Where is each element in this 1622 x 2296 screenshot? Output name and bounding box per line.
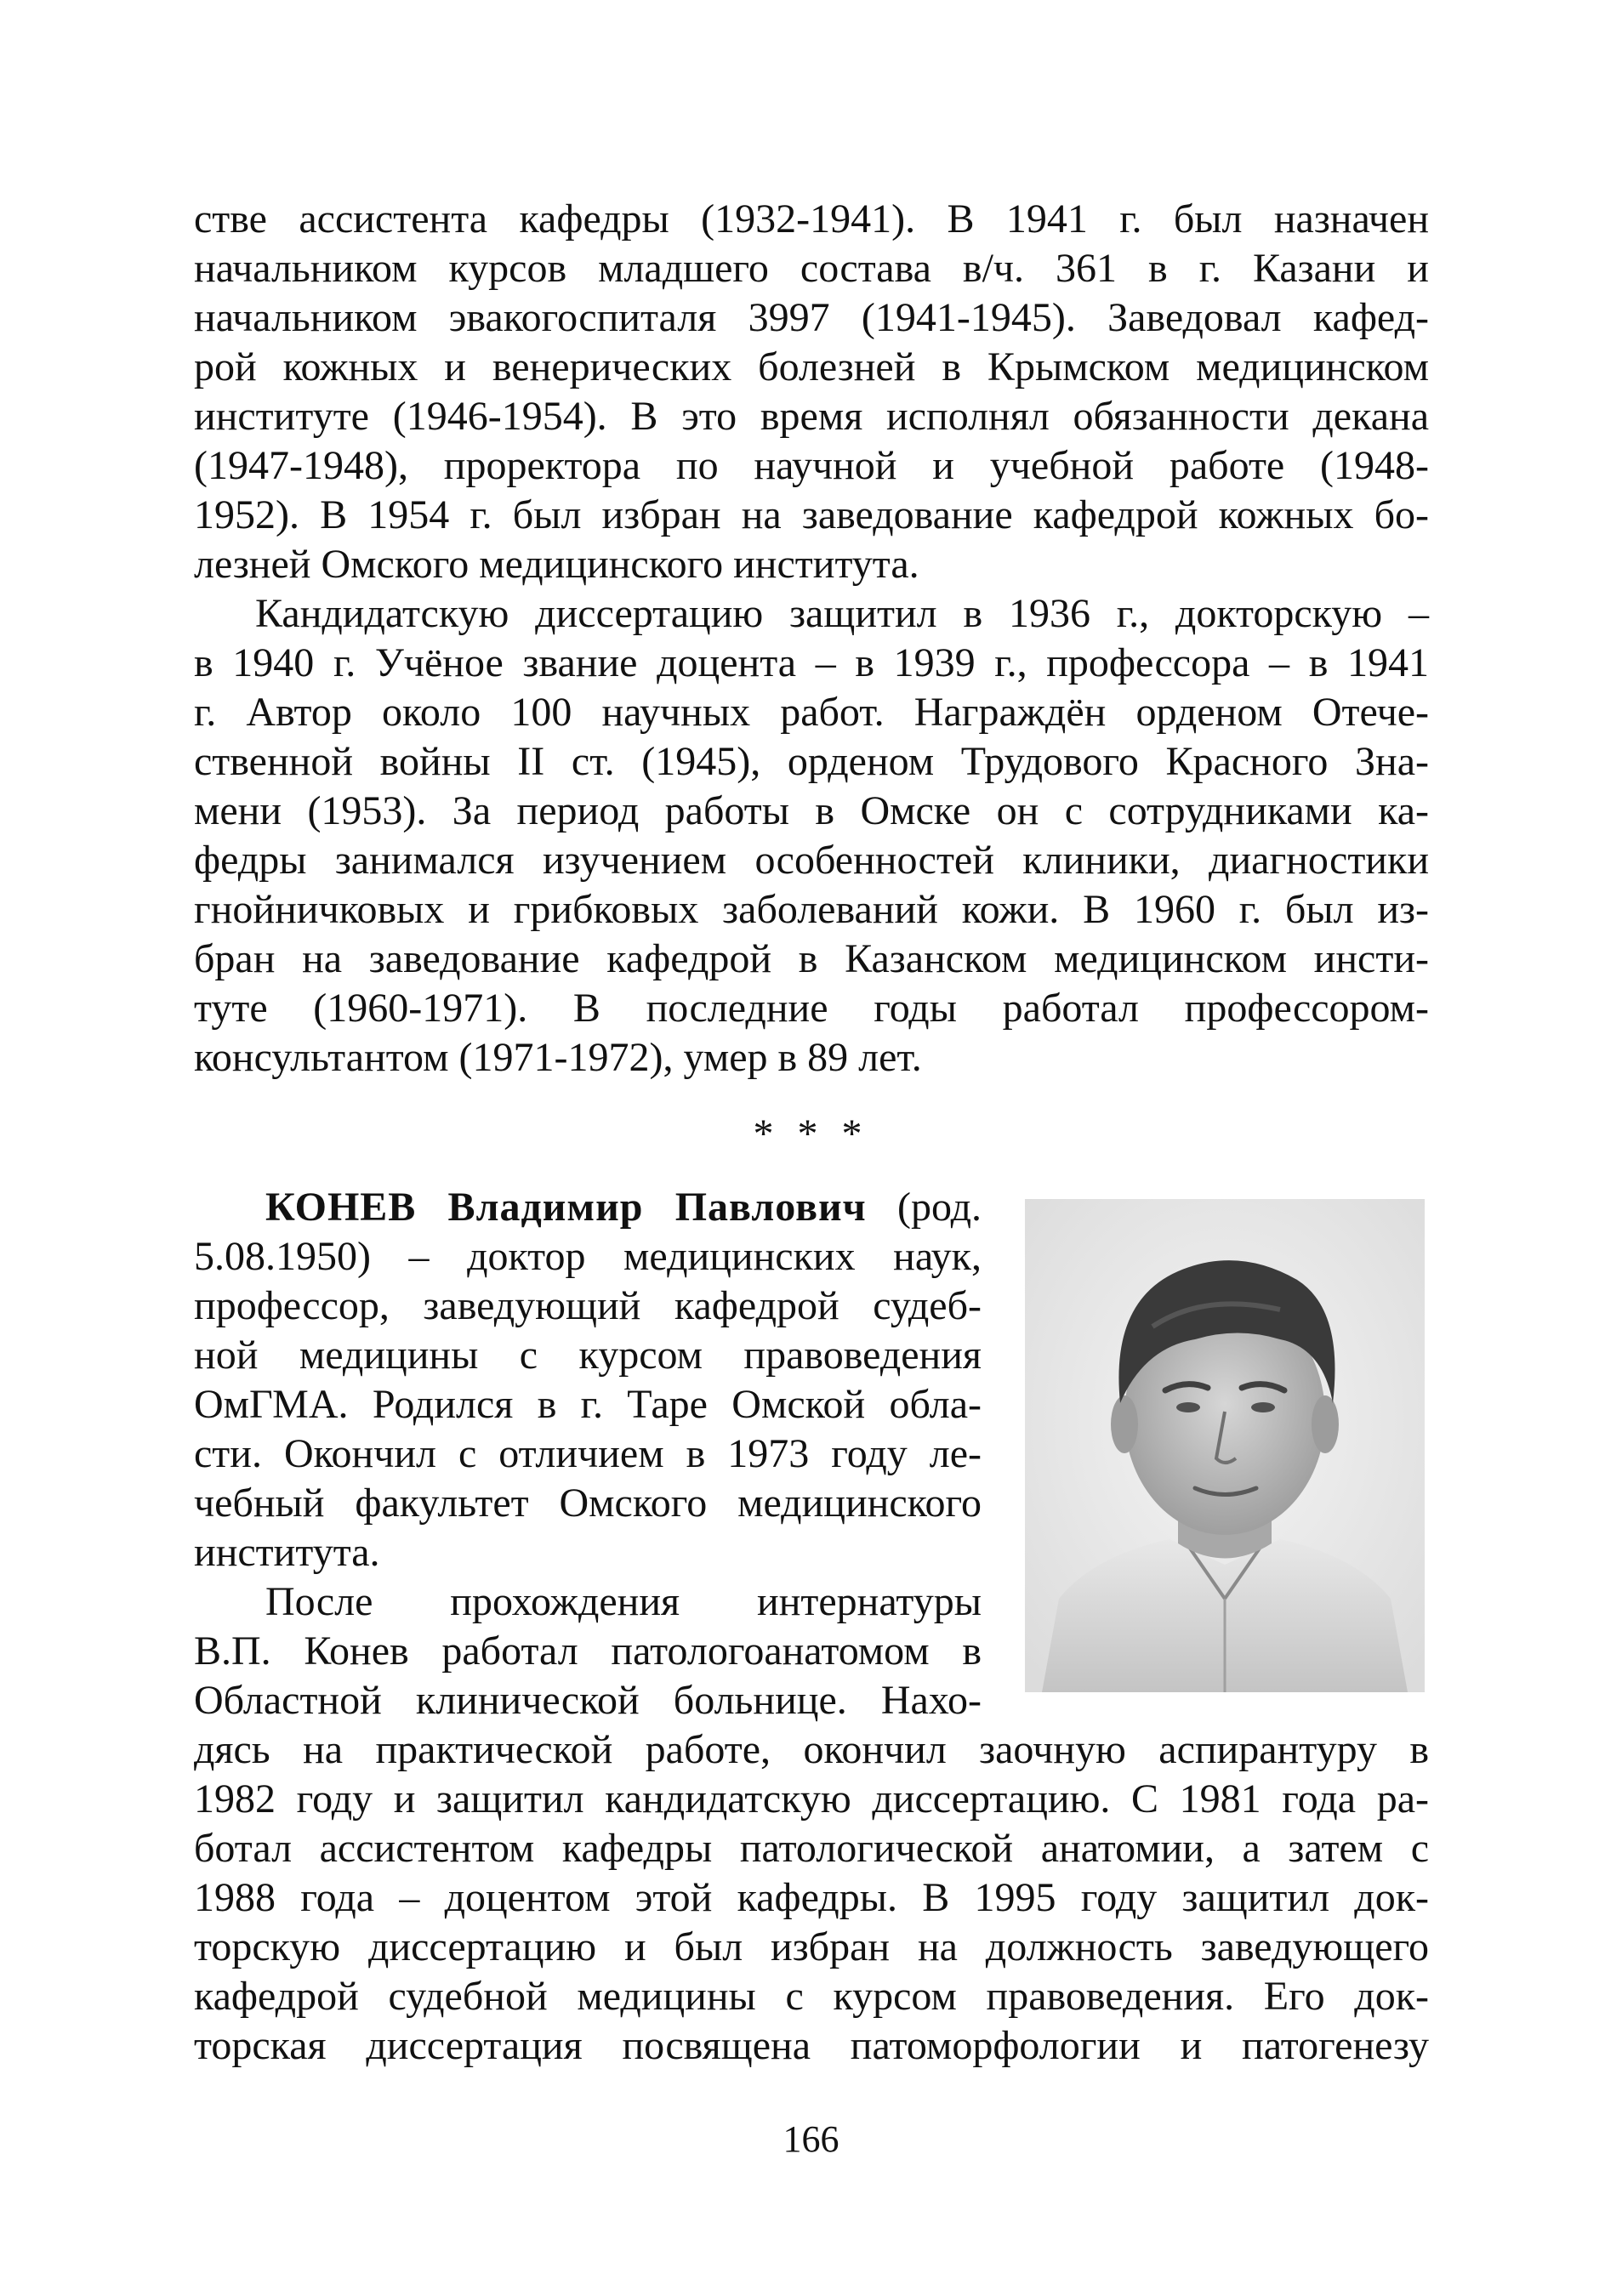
text-line: В.П. Конев работал патологоанатомом в [194, 1628, 982, 1674]
portrait-illustration [1025, 1199, 1425, 1692]
bio-first-line [265, 1184, 982, 1231]
text-line: консультантом (1971-1972), умер в 89 лет. [194, 1035, 922, 1080]
text-line: федры занимался изучением особенностей клиники, диагностики [194, 838, 1429, 883]
text-line: ной медицины с курсом правоведения [194, 1333, 982, 1378]
bio-name: КОНЕВ Владимир Павлович [265, 1185, 867, 1230]
text-line: лезней Омского медицинского института. [194, 542, 919, 587]
text-line: дясь на практической работе, окончил заочную аспирантуру в [194, 1727, 1429, 1772]
text-line: 1952). В 1954 г. был избран на заведование кафедрой кожных бо- [194, 492, 1429, 537]
text-line: После прохождения интернатуры [265, 1579, 982, 1624]
text-line: рой кожных и венерических болезней в Крымском медицинском [194, 344, 1429, 389]
text-line: торскую диссертацию и был избран на должность заведующего [194, 1924, 1429, 1969]
text-line: 1982 году и защитил кандидатскую диссертацию. С 1981 года ра- [194, 1776, 1429, 1821]
text-line: торская диссертация посвящена патоморфологии и патогенезу [194, 2023, 1429, 2068]
text-line: профессор, заведующий кафедрой судеб- [194, 1283, 982, 1328]
text-line: сти. Окончил с отличием в 1973 году ле- [194, 1431, 982, 1476]
text-line: института. [194, 1530, 380, 1575]
text-line: в 1940 г. Учёное звание доцента – в 1939 г., профессора – в 1941 [194, 640, 1429, 685]
text-line: Областной клинической больнице. Нахо- [194, 1678, 982, 1723]
text-line: г. Автор около 100 научных работ. Награждён орденом Отече- [194, 690, 1429, 735]
text-line: мени (1953). За период работы в Омске он с сотрудниками ка- [194, 788, 1429, 833]
text-line: Кандидатскую диссертацию защитил в 1936 г., докторскую – [255, 591, 1429, 636]
text-line: начальником эвакогоспиталя 3997 (1941-1945). Заведовал кафед- [194, 295, 1429, 340]
text-line: стве ассистента кафедры (1932-1941). В 1941 г. был назначен [194, 196, 1429, 242]
text-line: (1947-1948), проректора по научной и учебной работе (1948- [194, 443, 1429, 488]
text-line: начальником курсов младшего состава в/ч. 361 в г. Казани и [194, 246, 1429, 291]
text-line: ботал ассистентом кафедры патологической анатомии, а затем с [194, 1826, 1429, 1871]
text-line: 5.08.1950) – доктор медицинских наук, [194, 1234, 982, 1279]
portrait-photo [1025, 1199, 1425, 1692]
text-line: ственной войны II ст. (1945), орденом Трудового Красного Зна- [194, 739, 1429, 784]
text-line: гнойничковых и грибковых заболеваний кожи. В 1960 г. был из- [194, 887, 1429, 932]
section-separator: * * * [753, 1111, 869, 1157]
text-line: туте (1960-1971). В последние годы работал профессором- [194, 986, 1429, 1031]
text-line: чебный факультет Омского медицинского [194, 1480, 982, 1526]
text-line: кафедрой судебной медицины с курсом правоведения. Его док- [194, 1974, 1429, 2019]
page-number: 166 [783, 2118, 839, 2160]
bio-birth-prefix: (род. [866, 1185, 982, 1230]
text-line: институте (1946-1954). В это время исполнял обязанности декана [194, 394, 1429, 439]
text-line: 1988 года – доцентом этой кафедры. В 1995 году защитил док- [194, 1875, 1429, 1920]
text-line: бран на заведование кафедрой в Казанском медицинском инсти- [194, 936, 1429, 981]
text-line: ОмГМА. Родился в г. Таре Омской обла- [194, 1382, 982, 1427]
